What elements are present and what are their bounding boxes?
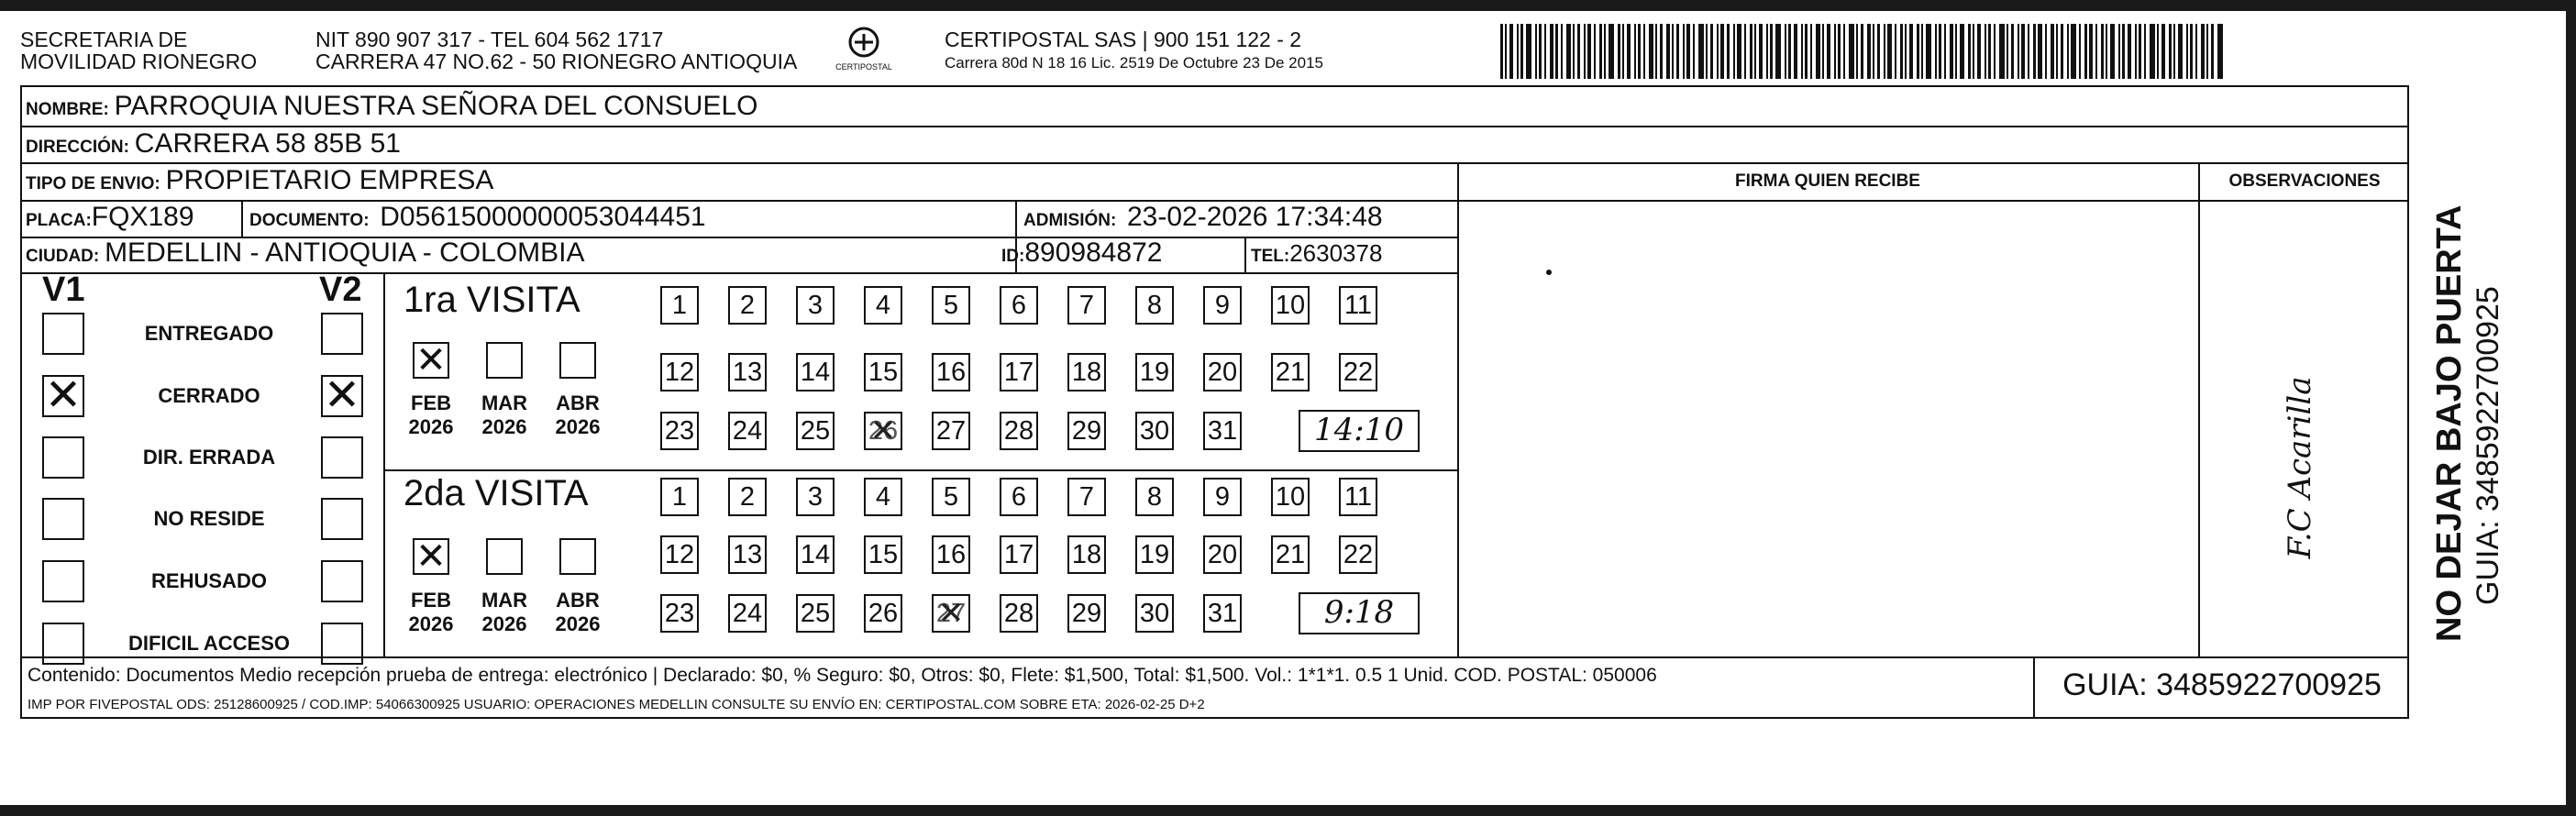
barcode-bar [1754, 24, 1756, 79]
barcode-bar [1686, 24, 1690, 79]
day-box-31[interactable]: 31 [1203, 594, 1242, 633]
company-line: CERTIPOSTAL SAS | 900 151 122 - 2 [945, 28, 1302, 51]
day-box-4[interactable]: 4 [864, 478, 902, 516]
tel-value: 2630378 [1289, 239, 1383, 267]
placa-value: FQX189 [91, 202, 194, 232]
barcode-bar [1944, 24, 1946, 79]
direccion-row [26, 130, 401, 161]
barcode-bar [1884, 24, 1885, 79]
barcode-bar [2056, 24, 2058, 79]
license-line: Carrera 80d N 18 16 Lic. 2519 De Octubre 23 De 2015 [945, 54, 1323, 72]
barcode-bar [1720, 24, 1724, 79]
day-box-13[interactable]: 13 [728, 535, 767, 574]
barcode-bar [1822, 24, 1824, 79]
barcode-bar [1706, 24, 1708, 79]
day-box-6[interactable]: 6 [1000, 478, 1038, 516]
barcode-bar [1550, 24, 1553, 79]
barcode-bar [1827, 24, 1830, 79]
day-box-29[interactable]: 29 [1067, 594, 1106, 633]
barcode-bar [1926, 24, 1931, 79]
status-option-label: REHUSADO [151, 569, 267, 592]
day-box-20[interactable]: 20 [1203, 353, 1242, 391]
documento-label: DOCUMENTO: [249, 211, 370, 230]
day-box-12[interactable]: 12 [660, 535, 699, 574]
barcode-bar [1539, 24, 1542, 79]
year-label: 2026 [555, 612, 601, 635]
barcode-bar [2095, 24, 2097, 79]
v2-checkbox-3[interactable] [321, 436, 363, 479]
status-option-label: DIFICIL ACCESO [127, 632, 290, 655]
month-label: ABR [556, 391, 600, 414]
barcode-bar [2173, 24, 2175, 79]
col-divider [241, 200, 243, 237]
id-value: 890984872 [1024, 237, 1163, 268]
barcode-bar [1566, 24, 1571, 79]
tipo-envio-label: TIPO DE ENVIO: [26, 174, 160, 193]
day-box-21[interactable]: 21 [1271, 353, 1310, 391]
tel-label: TEL: [1251, 247, 1290, 266]
barcode-bar [1561, 24, 1563, 79]
day-box-27[interactable]: 27 ✕ [932, 594, 970, 633]
admision-label: ADMISIÓN: [1023, 211, 1117, 230]
barcode-bar [1698, 24, 1704, 79]
barcode-bar [1900, 24, 1903, 79]
barcode-bar [1750, 24, 1752, 79]
barcode-bar [1843, 24, 1845, 79]
row-divider [20, 272, 1457, 274]
barcode-bar [2139, 24, 2141, 79]
month-label: FEB [411, 589, 451, 612]
col-divider [383, 272, 385, 656]
barcode-bar [2186, 24, 2188, 79]
barcode-bar [1710, 24, 1713, 79]
day-box-9[interactable]: 9 [1203, 478, 1242, 516]
barcode-bar [1573, 24, 1575, 79]
day-box-18[interactable]: 18 [1067, 535, 1106, 574]
status-option-label: ENTREGADO [144, 322, 274, 345]
day-box-5[interactable]: 5 [932, 286, 970, 325]
barcode-bar [2128, 24, 2131, 79]
barcode-bar [1968, 24, 1971, 79]
day-box-28[interactable]: 28 [1000, 594, 1038, 633]
observaciones-header [2200, 167, 2409, 195]
barcode-bar [1856, 24, 1858, 79]
barcode-bar [1905, 24, 1907, 79]
visit-title: 1ra VISITA [404, 280, 580, 320]
contenido-line: Contenido: Documentos Medio recepción prueba de entrega: electrónico | Declarado: $0, % Seguro: $0, Otros: $0, Flete: $1,500, Total: $1,500. Vol.: 1*1*1. 0.5 1 Unid. COD. POSTAL: 050006 [28, 665, 1657, 686]
barcode-bar [1649, 24, 1653, 79]
day-box-22[interactable]: 22 [1339, 535, 1377, 574]
barcode-bar [2190, 24, 2193, 79]
day-box-23[interactable]: 23 [660, 594, 699, 633]
barcode-bar [2007, 24, 2008, 79]
admision-value: 23-02-2026 17:34:48 [1127, 202, 1383, 232]
day-box-30[interactable]: 30 [1135, 594, 1174, 633]
day-box-3[interactable]: 3 [796, 286, 835, 325]
barcode-bar [1955, 24, 1957, 79]
barcode-bar [2067, 24, 2069, 79]
day-box-13[interactable]: 13 [728, 353, 767, 391]
barcode-bar [1744, 24, 1746, 79]
barcode-bar [1599, 24, 1602, 79]
day-box-1[interactable]: 1 [660, 478, 699, 516]
v2-checkbox-4[interactable] [321, 498, 363, 540]
barcode-bar [2089, 24, 2093, 79]
col-divider [1244, 237, 1246, 272]
barcode-bar [1500, 24, 1503, 79]
v2-label: V2 [319, 270, 362, 309]
day-box-21[interactable]: 21 [1271, 535, 1310, 574]
barcode-bar [1935, 24, 1937, 79]
barcode-bar [1785, 24, 1786, 79]
row-divider [20, 126, 2409, 127]
barcode-bar [1917, 24, 1919, 79]
day-box-2[interactable]: 2 [728, 478, 767, 516]
barcode-bar [2157, 24, 2159, 79]
barcode-bar [1988, 24, 1991, 79]
barcode-bar [1604, 24, 1606, 79]
status-option-label: DIR. ERRADA [142, 446, 276, 469]
certipostal-logo-icon [835, 26, 893, 77]
month-label: MAR [481, 589, 528, 612]
barcode-bar [2135, 24, 2137, 79]
barcode-bar [2061, 24, 2063, 79]
tipo-envio-row [26, 167, 493, 198]
barcode-bar [2150, 24, 2155, 79]
visit-time-box[interactable]: 14:10 [1299, 410, 1420, 452]
barcode-bar [2118, 24, 2120, 79]
barcode-bar [2045, 24, 2047, 79]
barcode-bar [1960, 24, 1964, 79]
placa-label: PLACA: [26, 211, 92, 230]
barcode-bar [1733, 24, 1735, 79]
id-label: ID: [1001, 247, 1025, 266]
day-box-28[interactable]: 28 [1000, 412, 1038, 450]
barcode-bar [1505, 24, 1507, 79]
day-box-17[interactable]: 17 [1000, 535, 1038, 574]
barcode-bar [1517, 24, 1519, 79]
day-box-11[interactable]: 11 [1339, 286, 1377, 325]
day-box-11[interactable]: 11 [1339, 478, 1377, 516]
day-box-14[interactable]: 14 [796, 353, 835, 391]
day-box-4[interactable]: 4 [864, 286, 902, 325]
barcode-bar [1594, 24, 1596, 79]
day-box-6[interactable]: 6 [1000, 286, 1038, 325]
day-box-25[interactable]: 25 [796, 594, 835, 633]
barcode-bar [1666, 24, 1670, 79]
barcode-bar [2028, 24, 2029, 79]
barcode-bar [1867, 24, 1871, 79]
barcode-bar [1973, 24, 1974, 79]
documento-value: D05615000000053044451 [380, 202, 706, 232]
col-divider [1457, 162, 1459, 656]
day-box-16[interactable]: 16 [932, 535, 970, 574]
day-box-18[interactable]: 18 [1067, 353, 1106, 391]
admision-row [1023, 204, 1383, 235]
day-box-26[interactable]: 26 ✕ [864, 412, 902, 450]
barcode-bar [1683, 24, 1685, 79]
nombre-label: NOMBRE: [26, 100, 109, 119]
month-label: MAR [481, 391, 528, 414]
barcode-bar [1622, 24, 1624, 79]
barcode-bar [1587, 24, 1591, 79]
day-box-20[interactable]: 20 [1203, 535, 1242, 574]
barcode-bar [1999, 24, 2005, 79]
month-checkbox-abr[interactable] [559, 342, 596, 379]
barcode-bar [2038, 24, 2042, 79]
barcode-bar [1950, 24, 1953, 79]
barcode-bar [2201, 24, 2205, 79]
barcode-bar [1634, 24, 1636, 79]
barcode-bar [1672, 24, 1674, 79]
v1-label: V1 [42, 270, 85, 309]
day-box-16[interactable]: 16 [932, 353, 970, 391]
v2-checkbox-6[interactable] [321, 623, 363, 665]
day-box-31[interactable]: 31 [1203, 412, 1242, 450]
direccion-value: CARRERA 58 85B 51 [134, 128, 401, 159]
day-box-25[interactable]: 25 [796, 412, 835, 450]
firma-header [1457, 167, 2198, 195]
barcode-bar [1627, 24, 1631, 79]
day-box-10[interactable]: 10 [1271, 478, 1310, 516]
ciudad-label: CIUDAD: [26, 247, 100, 266]
day-box-2[interactable]: 2 [728, 286, 767, 325]
day-box-5[interactable]: 5 [932, 478, 970, 516]
month-checkbox-mar[interactable] [486, 538, 523, 575]
org-name-line1: SECRETARIA DE [20, 28, 188, 51]
ciudad-row [26, 239, 585, 270]
barcode-bar [1861, 24, 1863, 79]
scan-border-right [2566, 0, 2576, 816]
firma-header-label: FIRMA QUIEN RECIBE [1735, 171, 1920, 191]
year-label: 2026 [408, 415, 454, 438]
row-divider [20, 162, 2409, 164]
month-label: FEB [411, 391, 451, 414]
status-option-label: CERRADO [158, 384, 260, 407]
barcode-bar [2211, 24, 2214, 79]
barcode-bar [1895, 24, 1896, 79]
barcode-bar [1977, 24, 1981, 79]
row-divider [383, 469, 1457, 471]
day-box-12[interactable]: 12 [660, 353, 699, 391]
barcode-bar [1849, 24, 1854, 79]
barcode-bar [1887, 24, 1892, 79]
nit-line: NIT 890 907 317 - TEL 604 562 1717 [315, 28, 664, 51]
day-box-22[interactable]: 22 [1339, 353, 1377, 391]
barcode-bar [1676, 24, 1679, 79]
month-checkbox-mar[interactable] [486, 342, 523, 379]
tel-row [1251, 239, 1382, 270]
barcode-bar [2144, 24, 2146, 79]
direccion-label: DIRECCIÓN: [26, 138, 129, 157]
org-name-line2: MOVILIDAD RIONEGRO [20, 50, 258, 73]
day-box-9[interactable]: 9 [1203, 286, 1242, 325]
day-box-8[interactable]: 8 [1135, 478, 1174, 516]
month-checkbox-abr[interactable] [559, 538, 596, 575]
day-box-29[interactable]: 29 [1067, 412, 1106, 450]
barcode-bar [1520, 24, 1523, 79]
v1-checkbox-3[interactable] [42, 436, 84, 479]
month-checkbox-feb[interactable]: ✕ [413, 538, 449, 575]
barcode-bar [2084, 24, 2087, 79]
documento-row [249, 204, 706, 235]
v2-checkbox-1[interactable] [321, 313, 363, 355]
barcode-bar [1788, 24, 1791, 79]
barcode-bar [1801, 24, 1803, 79]
day-box-23[interactable]: 23 [660, 412, 699, 450]
day-box-24[interactable]: 24 [728, 594, 767, 633]
month-label: ABR [556, 589, 600, 612]
year-label: 2026 [481, 415, 527, 438]
barcode-bar [1994, 24, 1996, 79]
barcode-bar [1877, 24, 1880, 79]
col-divider [2198, 162, 2200, 656]
barcode-bar [2021, 24, 2025, 79]
barcode-bar [1766, 24, 1768, 79]
visit-title: 2da VISITA [404, 473, 589, 513]
day-box-19[interactable]: 19 [1135, 535, 1174, 574]
barcode-bar [2169, 24, 2172, 79]
year-label: 2026 [408, 612, 454, 635]
barcode-bar [1535, 24, 1537, 79]
day-box-7[interactable]: 7 [1067, 286, 1106, 325]
day-box-7[interactable]: 7 [1067, 478, 1106, 516]
barcode-bar [2033, 24, 2036, 79]
barcode-bar [2071, 24, 2076, 79]
barcode-bar [1618, 24, 1620, 79]
barcode-bar [1555, 24, 1558, 79]
v1-checkbox-4[interactable] [42, 498, 84, 540]
barcode-bar [1985, 24, 1986, 79]
month-checkbox-feb[interactable]: ✕ [413, 342, 449, 379]
nombre-row [26, 93, 757, 124]
scan-border-bottom [0, 805, 2576, 816]
barcode-bar [2018, 24, 2019, 79]
barcode-bar [2110, 24, 2115, 79]
barcode-bar [1794, 24, 1797, 79]
scan-border-top [0, 0, 2576, 11]
year-label: 2026 [481, 612, 527, 635]
barcode-bar [1805, 24, 1808, 79]
year-label: 2026 [555, 415, 601, 438]
barcode-bar [1660, 24, 1663, 79]
visit-time-box[interactable]: 9:18 [1299, 592, 1420, 634]
barcode-bar [1526, 24, 1531, 79]
ciudad-value: MEDELLIN - ANTIOQUIA - COLOMBIA [105, 237, 585, 268]
barcode-bar [1544, 24, 1546, 79]
day-box-15[interactable]: 15 [864, 535, 902, 574]
barcode-bar [2178, 24, 2183, 79]
day-box-17[interactable]: 17 [1000, 353, 1038, 391]
barcode-bar [1727, 24, 1730, 79]
barcode-bar [1810, 24, 1812, 79]
barcode-bar [1609, 24, 1614, 79]
barcode-bar [1584, 24, 1586, 79]
day-box-14[interactable]: 14 [796, 535, 835, 574]
barcode-bar [1717, 24, 1719, 79]
v2-checkbox-2[interactable]: ✕ [321, 375, 363, 417]
barcode-bar [2122, 24, 2125, 79]
day-box-1[interactable]: 1 [660, 286, 699, 325]
day-box-10[interactable]: 10 [1271, 286, 1310, 325]
barcode-bar [2195, 24, 2197, 79]
v2-checkbox-5[interactable] [321, 560, 363, 602]
logo-text: CERTIPOSTAL [835, 62, 892, 72]
barcode-bar [2051, 24, 2054, 79]
guia-barcode [1500, 24, 2230, 79]
barcode-bar [1638, 24, 1641, 79]
barcode-bar [1838, 24, 1841, 79]
observaciones-header-label: OBSERVACIONES [2228, 171, 2381, 191]
id-row [1001, 239, 1163, 270]
placa-row [26, 204, 194, 235]
day-box-15[interactable]: 15 [864, 353, 902, 391]
tipo-envio-value: PROPIETARIO EMPRESA [165, 165, 494, 195]
barcode-bar [2011, 24, 2014, 79]
barcode-bar [1921, 24, 1923, 79]
day-box-27[interactable]: 27 [932, 412, 970, 450]
v1-checkbox-5[interactable] [42, 560, 84, 602]
day-box-26[interactable]: 26 [864, 594, 902, 633]
barcode-bar [1509, 24, 1513, 79]
barcode-bar [1759, 24, 1763, 79]
barcode-bar [1939, 24, 1941, 79]
nombre-value: PARROQUIA NUESTRA SEÑORA DEL CONSUELO [114, 91, 758, 121]
barcode-bar [2217, 24, 2223, 79]
observaciones-signature: F.C Acarilla [2282, 376, 2318, 559]
status-option-label: NO RESIDE [153, 507, 265, 530]
barcode-bar [1655, 24, 1657, 79]
ink-dot [1546, 270, 1552, 275]
barcode-bar [1770, 24, 1773, 79]
v1-checkbox-6[interactable] [42, 623, 84, 665]
barcode-bar [2161, 24, 2165, 79]
barcode-bar [1577, 24, 1580, 79]
barcode-bar [1693, 24, 1695, 79]
barcode-bar [1643, 24, 1645, 79]
day-box-3[interactable]: 3 [796, 478, 835, 516]
barcode-bar [1737, 24, 1741, 79]
no-dejar-bajo-puerta-text: NO DEJAR BAJO PUERTA [2430, 204, 2469, 642]
footer-guia: GUIA: 3485922700925 [2062, 667, 2382, 702]
barcode-bar [1816, 24, 1820, 79]
barcode-bar [1834, 24, 1836, 79]
day-box-24[interactable]: 24 [728, 412, 767, 450]
v1-checkbox-1[interactable] [42, 313, 84, 355]
side-guia-text: GUIA: 3485922700925 [2471, 286, 2505, 605]
v1-checkbox-2[interactable]: ✕ [42, 375, 84, 417]
barcode-bar [1909, 24, 1913, 79]
barcode-bar [2101, 24, 2104, 79]
barcode-bar [1873, 24, 1874, 79]
day-box-8[interactable]: 8 [1135, 286, 1174, 325]
address-line: CARRERA 47 NO.62 - 50 RIONEGRO ANTIOQUIA [315, 50, 798, 73]
barcode-bar [2079, 24, 2081, 79]
barcode-bar [2206, 24, 2208, 79]
barcode-bar [2106, 24, 2107, 79]
day-box-30[interactable]: 30 [1135, 412, 1174, 450]
barcode-bar [1775, 24, 1781, 79]
imp-line: IMP POR FIVEPOSTAL ODS: 25128600925 / COD.IMP: 54066300925 USUARIO: OPERACIONES MEDELLIN CONSULTE SU ENVÍO EN: CERTIPOSTAL.COM SOBRE ETA: 2026-02-25 D+2 [28, 697, 1205, 712]
day-box-19[interactable]: 19 [1135, 353, 1174, 391]
